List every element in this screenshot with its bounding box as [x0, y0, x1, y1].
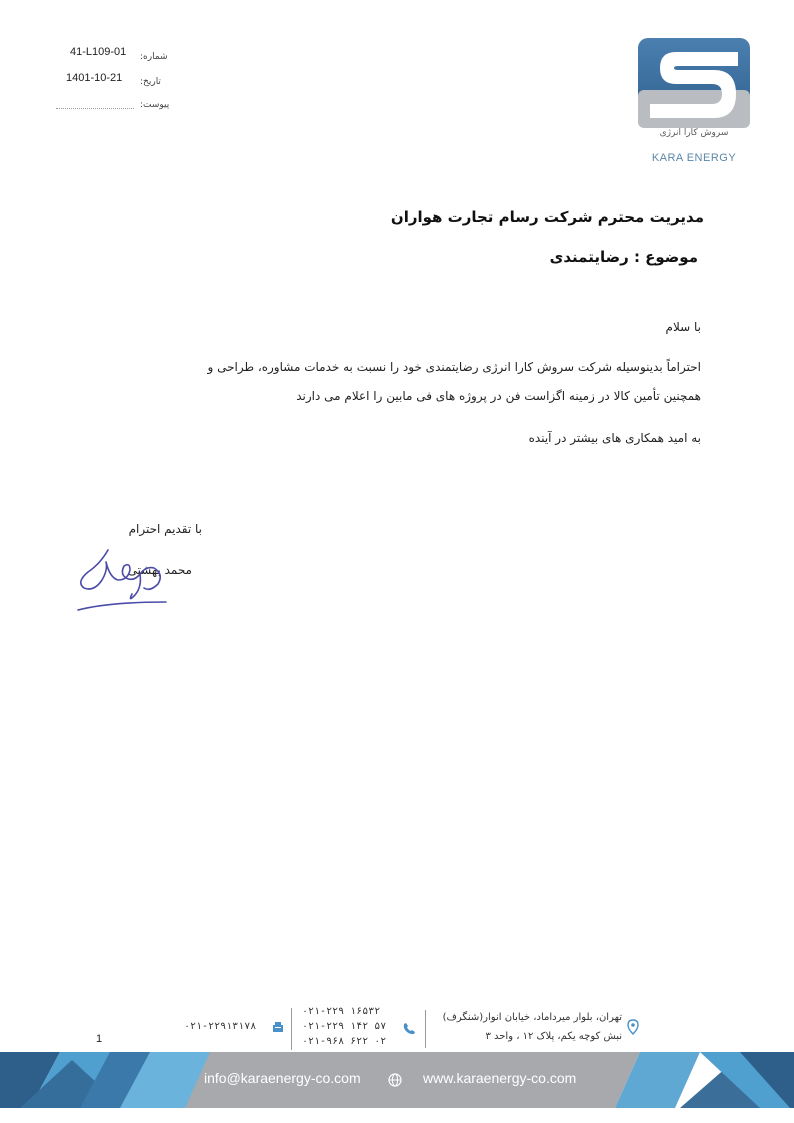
recipient-heading: مدیریت محترم شرکت رسام تجارت هواران — [390, 208, 704, 226]
footer-divider-right — [425, 1010, 426, 1048]
closing-wish-text: به امید همکاری های بیشتر در آینده — [528, 431, 701, 445]
footer-website-link[interactable]: www.karaenergy-co.com — [423, 1070, 577, 1086]
footer-phone-1: ۰۲۱-۲۲۹ ۱۶۵۳۲ — [302, 1006, 381, 1017]
attachment-dots — [56, 108, 134, 109]
footer-divider-left — [291, 1008, 292, 1050]
handwritten-signature — [70, 544, 180, 616]
fax-icon — [272, 1022, 284, 1033]
footer-address-line2: نبش کوچه یکم، پلاک ۱۲ ، واحد ۳ — [485, 1031, 622, 1042]
letter-number-value: 41-L109-01 — [70, 46, 127, 58]
letter-date-value: 1401-10-21 — [66, 72, 123, 84]
location-pin-icon — [627, 1019, 639, 1035]
footer-fax: ۰۲۱-۲۲۹۱۳۱۷۸ — [184, 1021, 257, 1032]
body-paragraph-line1: احتراماً بدینوسیله شرکت سروش کارا انرژی رضایتمندی خود را نسبت به خدمات مشاوره، طراحی و — [207, 360, 701, 374]
regards-text: با تقدیم احترام — [128, 522, 202, 536]
letter-number-label: شماره: — [140, 52, 168, 62]
greeting-text: با سلام — [665, 320, 701, 334]
phone-icon — [403, 1022, 416, 1035]
globe-icon — [388, 1073, 402, 1087]
logo-name-en: KARA ENERGY — [651, 152, 737, 164]
attachment-label: پیوست: — [140, 100, 170, 110]
logo-name-fa: سروش کارا انرژی — [659, 128, 729, 138]
subject-heading: موضوع : رضایتمندی — [549, 248, 698, 266]
footer-phone-2: ۰۲۱-۲۲۹ ۱۴۲ ۵۷ — [302, 1021, 387, 1032]
footer-contact-bar — [0, 1052, 794, 1108]
signer-name: محمد بهشتی — [127, 563, 192, 577]
letter-date-label: تاریخ: — [140, 77, 161, 87]
body-paragraph-line2: همچنین تأمین کالا در زمینه اگزاست فن در پروژه های فی مابین را اعلام می دارند — [296, 389, 701, 403]
footer-address-line1: تهران، بلوار میرداماد، خیابان انوار(شنگرف) — [442, 1012, 622, 1023]
footer-email-link[interactable]: info@karaenergy-co.com — [204, 1070, 361, 1086]
footer-phone-3: ۰۲۱-۹۶۸ ۶۲۲ ۰۲ — [302, 1036, 387, 1047]
logo-s-mark-icon — [638, 38, 750, 128]
page-number: 1 — [96, 1033, 103, 1045]
